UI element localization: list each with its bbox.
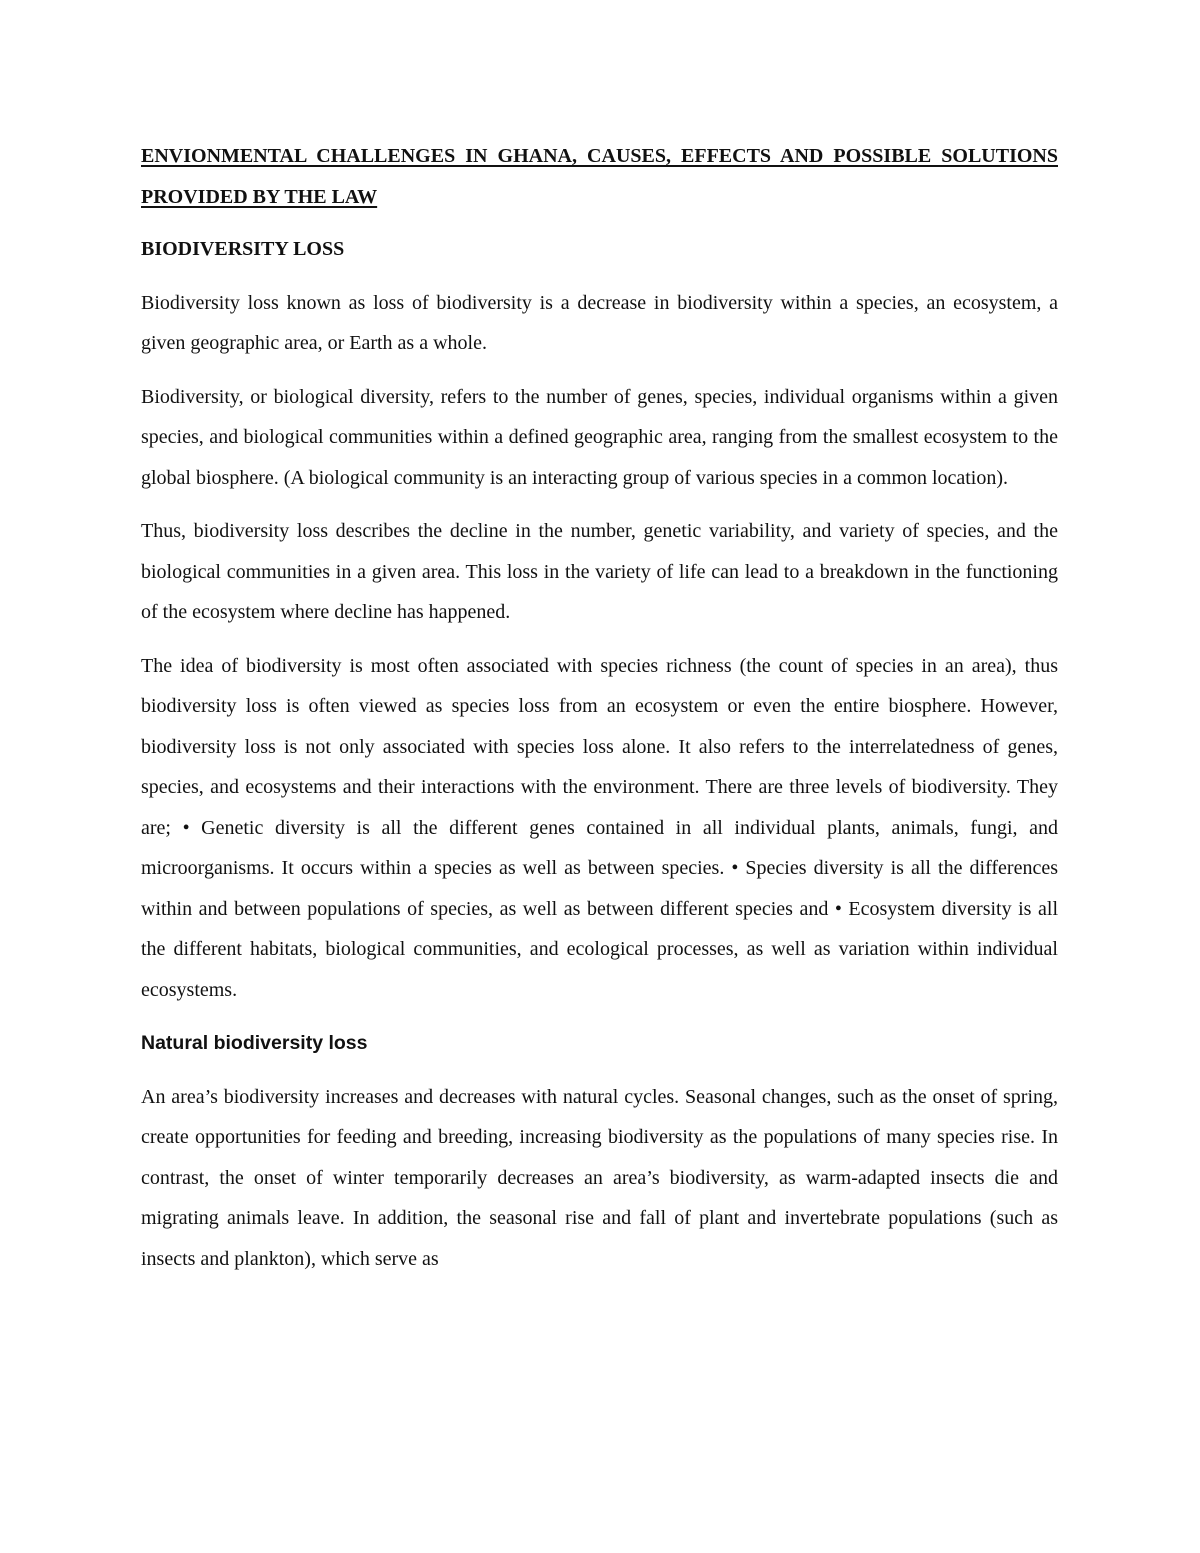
paragraph-4: The idea of biodiversity is most often associated with species richness (the count of species in an area), thus biodiversity loss is often viewed as species loss from an ecosystem or even the entire biosphere. However, biodiversity loss is not only associated with species loss alone. It also refers to the interrelatedness of genes, species, and ecosystems and their interactions with the environment. There are three levels of biodiversity. They are; • Genetic diversity is all the different genes contained in all individual plants, animals, fungi, and microorganisms. It occurs within a species as well as between species. • Species diversity is all the differences within and between populations of species, as well as between different species and • Ecosystem diversity is all the different habitats, biological communities, and ecological processes, as well as variation within individual ecosystems. bbox=[141, 654, 1058, 1001]
paragraph-1: Biodiversity loss known as loss of biodiversity is a decrease in biodiversity within a species, an ecosystem, a given geographic area, or Earth as a whole. bbox=[141, 291, 1058, 354]
subsection-paragraph-1: An area’s biodiversity increases and decreases with natural cycles. Seasonal changes, such as the onset of spring, create opportunities for feeding and breeding, increasing biodiversity as the populations of many species rise. In contrast, the onset of winter temporarily decreases an area’s biodiversity, as warm-adapted insects die and migrating animals leave. In addition, the seasonal rise and fall of plant and invertebrate populations (such as insects and plankton), which serve as bbox=[141, 1085, 1058, 1270]
document-title: ENVIONMENTAL CHALLENGES IN GHANA, CAUSES, EFFECTS AND POSSIBLE SOLUTIONS PROVIDED BY THE LAW bbox=[141, 145, 1058, 208]
section-heading-biodiversity-loss: BIODIVERSITY LOSS bbox=[141, 238, 345, 260]
paragraph-3: Thus, biodiversity loss describes the decline in the number, genetic variability, and variety of species, and the biological communities in a given area. This loss in the variety of life can lead to a breakdown in the functioning of the ecosystem where decline has happened. bbox=[141, 520, 1058, 623]
document-page bbox=[141, 136, 1058, 1292]
paragraph-2: Biodiversity, or biological diversity, refers to the number of genes, species, individual organisms within a given species, and biological communities within a defined geographic area, ranging from the smallest ecosystem to the global biosphere. (A biological community is an interacting group of various species in a common location). bbox=[141, 385, 1058, 489]
subsection-heading-natural-biodiversity-loss: Natural biodiversity loss bbox=[141, 1032, 368, 1054]
